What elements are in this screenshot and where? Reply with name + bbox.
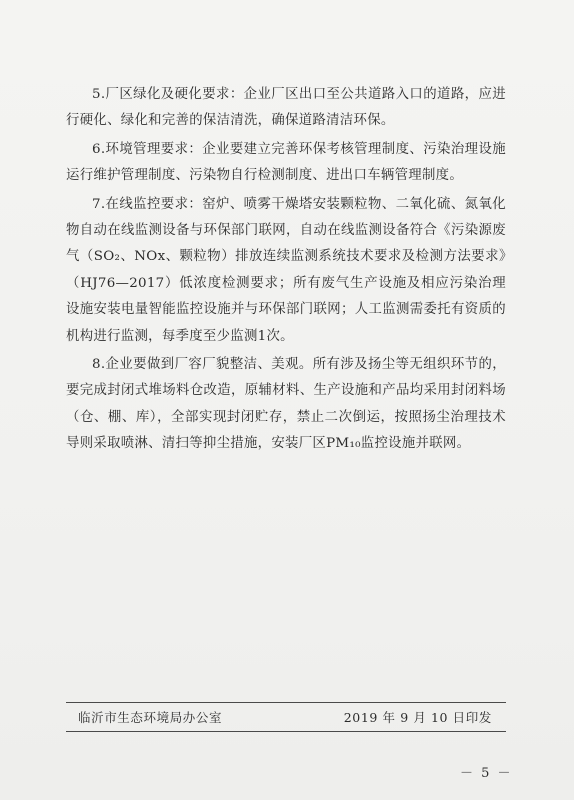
issue-date: 2019 年 9 月 10 日印发: [343, 710, 492, 725]
document-body: [66, 82, 506, 460]
paragraph-greening: 5.厂区绿化及硬化要求：企业厂区出口至公共道路入口的道路，应进行硬化、绿化和完善的保洁清洗，确保道路清洁环保。: [66, 87, 506, 129]
paragraph-plant-appearance: 8.企业要做到厂容厂貌整洁、美观。所有涉及扬尘等无组织环节的，要完成封闭式堆场料仓改造，原辅材料、生产设施和产品均采用封闭料场（仓、棚、库），全部实现封闭贮存，禁止二次倒运，按照扬尘治理技术导则采取喷淋、清扫等抑尘措施，安装厂区PM₁₀监控设施并联网。: [66, 357, 506, 452]
issuance-footer: [66, 702, 506, 732]
paragraph-online-monitoring: 7.在线监控要求：窑炉、喷雾干燥塔安装颗粒物、二氧化硫、氮氧化物自动在线监测设备与环保部门联网，自动在线监测设备符合《污染源废气（SO₂、NOx、颗粒物）排放连续监测系统技术要求及检测方法要求》（HJ76—2017）低浓度检测要求；所有废气生产设施及相应污染治理设施安装电量智能监控设施并与环保部门联网；人工监测需委托有资质的机构进行监测，每季度至少监测1次。: [66, 196, 506, 344]
paragraph-management: 6.环境管理要求：企业要建立完善环保考核管理制度、污染治理设施运行维护管理制度、污染物自行检测制度、进出口车辆管理制度。: [66, 141, 506, 184]
page-number: － 5 －: [460, 766, 513, 781]
issuer-name: 临沂市生态环境局办公室: [78, 710, 223, 725]
